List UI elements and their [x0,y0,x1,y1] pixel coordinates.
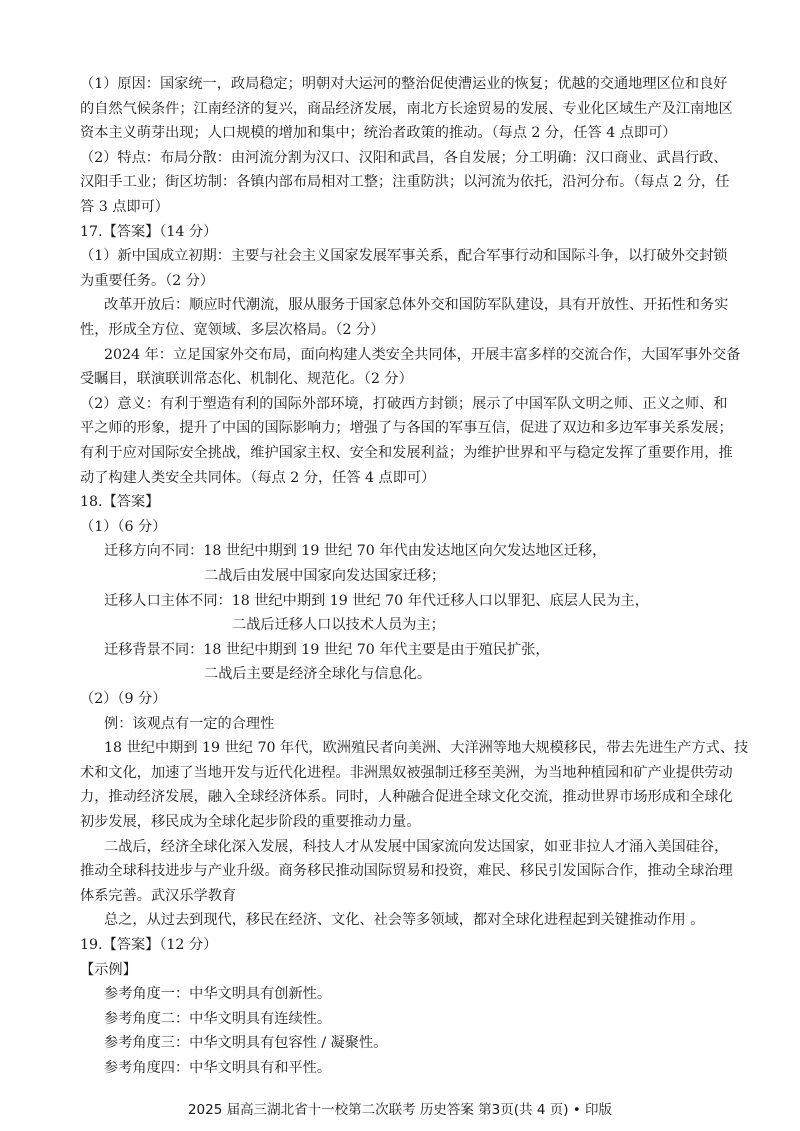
text-line: （1）原因：国家统一，政局稳定；明朝对大运河的整治促使漕运业的恢复；优越的交通地理区位和良好 [80,76,728,92]
text-line: 18 世纪中期到 19 世纪 70 年代，欧洲殖民者向美洲、大洋洲等地大规模移民，带去先进生产方式、技 [104,740,749,757]
text-line: 力，推动经济发展，融入全球经济体系。同时，人种融合促进全球文化交流，推动世界市场形成和全球化 [80,789,733,806]
text-line: 例：该观点有一定的合理性 [104,715,275,732]
text-line: 2024 年：立足国家外交布局，面向构建人类安全共同体，开展丰富多样的交流合作，大国军事外交备 [104,346,741,363]
question-heading: 18.【答案】 [80,494,160,511]
text-line: 迁移方向不同：18 世纪中期到 19 世纪 70 年代由发达地区向欠发达地区迁移， [104,543,607,560]
text-line: （2）特点：布局分散：由河流分割为汉口、汉阳和武昌，各自发展；分工明确：汉口商业、武昌行政、 [80,149,728,166]
text-line: 参考角度一：中华文明具有创新性。 [104,986,332,1003]
text-line: 汉阳手工业；街区坊制：各镇内部布局相对工整；注重防洪；以河流为依托，沿河分布。（每点 2 分，任 [80,174,730,191]
text-line: （1）（6 分） [80,518,167,535]
text-line: 资本主义萌芽出现；人口规模的增加和集中；统治者政策的推动。（每点 2 分，任答 4 点即可） [80,125,677,142]
text-line: 有利于应对国际安全挑战，维护国家主权、安全和发展利益；为维护世界和平与稳定发挥了重要作用，推 [80,445,733,461]
text-line: 迁移背景不同：18 世纪中期到 19 世纪 70 年代主要是由于殖民扩张， [104,641,550,658]
text-line: 二战后主要是经济全球化与信息化。 [204,666,432,683]
text-line: （1）新中国成立初期：主要与社会主义国家发展军事关系，配合军事行动和国际斗争，以打破外交封锁 [80,248,728,265]
text-line: 参考角度三：中华文明具有包容性 / 凝聚性。 [104,1035,388,1052]
text-line: 性，形成全方位、宽领域、多层次格局。（2 分） [80,322,385,338]
question-heading: 19.【答案】（12 分） [80,937,218,953]
text-line: 体系完善。武汉乐学教育 [80,887,237,904]
text-line: 二战后，经济全球化深入发展，科技人才从发展中国家流向发达国家，如亚非拉人才涌入美国硅谷， [104,838,729,855]
text-line: 参考角度四：中华文明具有和平性。 [104,1060,332,1076]
text-line: 二战后迁移人口以技术人员为主； [232,617,445,634]
text-line: 平之师的形象，提升了中国的国际影响力；增强了与各国的军事互信，促进了双边和多边军事关系发展； [80,420,733,437]
text-line: 的自然气候条件；江南经济的复兴，商品经济发展，南北方长途贸易的发展、专业化区域生产及江南地区 [80,100,733,117]
text-line: （2）（9 分） [80,691,167,707]
text-line: 迁移人口主体不同：18 世纪中期到 19 世纪 70 年代迁移人口以罪犯、底层人民为主， [104,592,649,609]
text-line: （2）意义：有利于塑造有利的国际外部环境，打破西方封锁；展示了中国军队文明之师、正义之师、和 [80,395,728,412]
text-line: 答 3 点即可） [80,199,169,215]
question-heading: 17.【答案】（14 分） [80,223,218,240]
text-line: 受瞩目，联演联训常态化、机制化、规范化。（2 分） [80,371,413,388]
text-line: 总之，从过去到现代，移民在经济、文化、社会等多领域，都对全球化进程起到关键推动作用 。 [104,912,705,929]
text-line: 推动全球科技进步与产业升级。商务移民推动国际贸易和投资，难民、移民引发国际合作，推动全球治理 [80,863,733,880]
text-line: 改革开放后：顺应时代潮流，服从服务于国家总体外交和国防军队建设，具有开放性、开拓性和务实 [104,297,729,314]
text-line: 【示例】 [80,961,137,978]
text-line: 术和文化，加速了当地开发与近代化进程。非洲黑奴被强制迁移至美洲，为当地种植园和矿产业提供劳动 [80,764,733,781]
text-line: 动了构建人类安全共同体。（每点 2 分，任答 4 点即可） [80,469,436,486]
text-line: 为重要任务。（2 分） [80,272,215,289]
text-line: 参考角度二：中华文明具有连续性。 [104,1010,332,1027]
text-line: 二战后由发展中国家向发达国家迁移； [204,568,446,584]
text-line: 初步发展，移民成为全球化起步阶段的重要推动力量。 [80,814,421,830]
page-footer: 2025 届高三湖北省十一校第二次联考 历史答案 第3页(共 4 页) • 印版 [187,1102,613,1118]
